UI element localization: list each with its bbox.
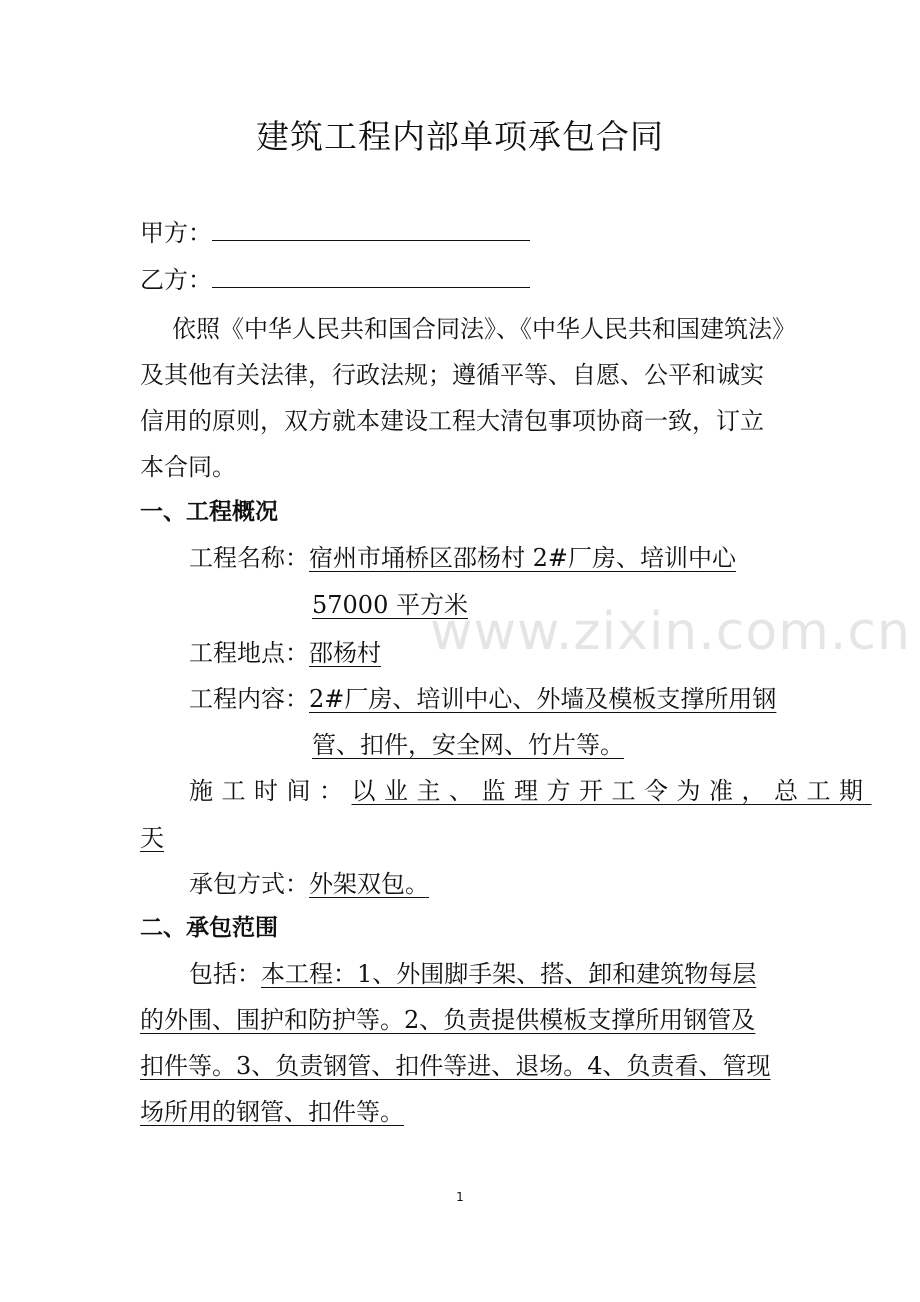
- project-name-value-2: 57000 平方米: [312, 591, 468, 619]
- scope-text-2: 的外围、围护和防护等。2、负责提供模板支撑所用钢管及: [140, 1006, 756, 1034]
- project-content-value-1: 2#厂房、培训中心、外墙及模板支撑所用钢: [309, 685, 777, 713]
- project-location-value: 邵杨村: [309, 639, 381, 667]
- scope-row-3: [140, 1049, 771, 1083]
- page-number: 1: [456, 1190, 464, 1204]
- party-a-line: [140, 216, 530, 250]
- scope-text-1: 本工程：1、外围脚手架、搭、卸和建筑物每层: [261, 960, 757, 988]
- construction-time-value-1: 以业主、监理方开工令为准，总工期: [351, 777, 872, 805]
- project-content-cont: [312, 728, 644, 762]
- contract-mode-label: 承包方式：: [189, 870, 309, 898]
- scope-text-3: 扣件等。3、负责钢管、扣件等进、退场。4、负责看、管现: [140, 1052, 771, 1080]
- intro-line-3: 信用的原则，双方就本建设工程大清包事项协商一致，订立: [140, 407, 764, 435]
- section-1-heading: 一、工程概况: [140, 499, 278, 525]
- intro-line-4: 本合同。: [140, 453, 236, 481]
- party-a-blank: [212, 218, 530, 241]
- scope-row-2: [140, 1003, 755, 1037]
- project-name-label: 工程名称：: [189, 544, 309, 572]
- section-2-heading: 二、承包范围: [140, 915, 278, 941]
- project-location-label: 工程地点：: [189, 639, 309, 667]
- intro-line-2: 及其他有关法律，行政法规；遵循平等、自愿、公平和诚实: [140, 361, 764, 389]
- construction-time-row: [189, 774, 872, 808]
- contract-mode-row: [189, 867, 777, 901]
- project-content-value-2: 管、扣件，安全网、竹片等。: [312, 731, 624, 759]
- intro-line-1: 依照《中华人民共和国合同法》、《中华人民共和国建筑法》: [172, 315, 796, 343]
- construction-time-cont: [140, 821, 164, 855]
- scope-text-4: 场所用的钢管、扣件等。: [140, 1098, 404, 1126]
- party-a-label: 甲方：: [140, 219, 212, 247]
- party-b-blank: [212, 265, 530, 288]
- project-content-row: [189, 682, 776, 716]
- scope-row-1: [189, 957, 756, 991]
- project-name-row: [189, 541, 761, 575]
- scope-label: 包括：: [189, 960, 261, 988]
- contract-mode-value: 外架双包。: [309, 870, 429, 898]
- party-b-label: 乙方：: [140, 266, 212, 294]
- construction-time-label: 施工时间：: [189, 777, 352, 805]
- construction-time-value-2: 天: [140, 824, 164, 852]
- scope-row-4: [140, 1095, 424, 1129]
- party-b-line: [140, 263, 530, 297]
- contract-title: 建筑工程内部单项承包合同: [256, 117, 664, 156]
- project-name-value-1: 宿州市埇桥区邵杨村 2#厂房、培训中心: [309, 544, 737, 572]
- watermark: www.zixin.com.cn: [430, 602, 911, 662]
- project-content-label: 工程内容：: [189, 685, 309, 713]
